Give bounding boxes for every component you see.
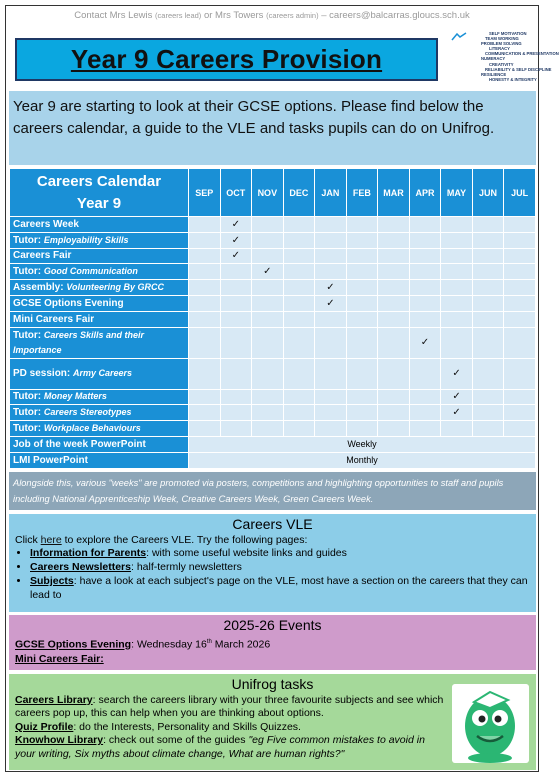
calendar-row <box>10 217 536 233</box>
calendar-row <box>10 452 536 468</box>
calendar-cell <box>378 311 410 327</box>
calendar-cell <box>504 389 536 405</box>
calendar-cell <box>409 217 441 233</box>
calendar-cell <box>283 217 315 233</box>
calendar-cell <box>378 327 410 358</box>
events-box <box>9 615 536 670</box>
skill-item: TEAM WORKING <box>485 36 519 42</box>
calendar-cell <box>252 311 284 327</box>
row-label-detail: Careers Stereotypes <box>43 407 132 418</box>
calendar-cell <box>315 421 347 437</box>
calendar-cell <box>252 358 284 389</box>
month-header: JUL <box>504 169 536 217</box>
calendar-row-label <box>10 217 189 233</box>
calendar-cell <box>346 405 378 421</box>
calendar-cell <box>472 248 504 264</box>
calendar-cell <box>441 327 473 358</box>
tick-mark: ✓ <box>252 264 284 280</box>
calendar-heading <box>10 169 189 217</box>
calendar-cell <box>283 327 315 358</box>
calendar-cell <box>346 295 378 311</box>
calendar-row <box>10 295 536 311</box>
calendar-cell <box>409 232 441 248</box>
row-label-text: Assembly: <box>13 282 67 294</box>
calendar-cell <box>283 311 315 327</box>
unifrog-task <box>15 694 445 721</box>
calendar-cell <box>504 248 536 264</box>
skill-item: CREATIVITY <box>489 61 514 67</box>
calendar-cell <box>315 311 347 327</box>
calendar-cell <box>252 421 284 437</box>
tick-mark: ✓ <box>315 295 347 311</box>
calendar-cell <box>378 405 410 421</box>
skill-item: COMMUNICATION & PRESENTATION <box>485 51 559 57</box>
calendar-cell <box>441 232 473 248</box>
row-label-text: Tutor: <box>13 391 44 403</box>
weeks-note-text: Alongside this, various "weeks" are promoted via posters, competitions and highlighting opportunities to staff and pupils including National Apprenticeship Week, Creative Careers Week, Green Careers Week. <box>13 478 504 504</box>
calendar-row <box>10 436 536 452</box>
row-label-detail: Volunteering By GRCC <box>66 282 165 293</box>
row-label-detail: Money Matters <box>43 391 107 402</box>
calendar-row-label <box>10 280 189 296</box>
tick-mark: ✓ <box>441 358 473 389</box>
contact-role: (careers lead) <box>155 11 202 20</box>
calendar-cell <box>189 295 221 311</box>
calendar-cell <box>283 389 315 405</box>
calendar-cell <box>441 248 473 264</box>
calendar-cell <box>283 358 315 389</box>
row-label-text: Tutor: <box>13 329 44 341</box>
calendar-cell <box>472 405 504 421</box>
calendar-cell <box>409 264 441 280</box>
calendar-cell <box>220 280 252 296</box>
calendar-heading-line: Year 9 <box>76 194 122 212</box>
vle-list <box>30 546 530 602</box>
calendar-row <box>10 232 536 248</box>
calendar-cell <box>378 358 410 389</box>
calendar-cell <box>315 358 347 389</box>
tick-mark: ✓ <box>441 405 473 421</box>
calendar-cell <box>220 295 252 311</box>
contact-role: (careers admin) <box>266 11 319 20</box>
vle-intro-text: Click <box>15 534 41 546</box>
calendar-cell <box>283 421 315 437</box>
vle-item <box>30 574 530 602</box>
row-label-text: Mini Careers Fair <box>13 313 95 325</box>
calendar-cell <box>441 421 473 437</box>
calendar-cell <box>189 421 221 437</box>
calendar-row <box>10 280 536 296</box>
contact-line <box>0 10 544 21</box>
calendar-row-label <box>10 264 189 280</box>
contact-text: or Mrs Towers <box>201 10 267 21</box>
vle-page-link[interactable]: Subjects <box>30 575 74 587</box>
calendar-cell <box>378 421 410 437</box>
calendar-cell <box>409 389 441 405</box>
skill-item: HONESTY & INTEGRITY <box>489 76 537 82</box>
tick-mark: ✓ <box>441 389 473 405</box>
calendar-cell <box>378 217 410 233</box>
calendar-cell <box>346 264 378 280</box>
intro-box <box>9 91 536 165</box>
calendar-cell <box>504 264 536 280</box>
tick-mark: ✓ <box>409 327 441 358</box>
calendar-cell <box>283 295 315 311</box>
vle-intro <box>15 534 530 546</box>
skill-item: NUMERACY <box>481 56 506 62</box>
calendar-cell <box>472 232 504 248</box>
event-mini-fair <box>15 652 530 666</box>
frequency-cell: Weekly <box>189 436 536 452</box>
month-header: APR <box>409 169 441 217</box>
calendar-row-label <box>10 295 189 311</box>
event-sup: th <box>206 639 212 645</box>
calendar-cell <box>346 327 378 358</box>
calendar-cell <box>252 217 284 233</box>
skills-list <box>449 31 559 82</box>
calendar-cell <box>441 217 473 233</box>
calendar-row-label <box>10 232 189 248</box>
calendar-cell <box>189 280 221 296</box>
calendar-cell <box>189 264 221 280</box>
tick-mark: ✓ <box>220 232 252 248</box>
task-label: Careers Library <box>15 694 93 706</box>
unifrog-task <box>15 721 445 734</box>
skill-item: PROBLEM SOLVING <box>481 41 522 47</box>
row-label-text: Careers Week <box>13 218 79 230</box>
calendar-cell <box>472 217 504 233</box>
calendar-cell <box>315 217 347 233</box>
tick-mark: ✓ <box>220 217 252 233</box>
row-label-text: Tutor: <box>13 266 44 278</box>
calendar-row-label <box>10 311 189 327</box>
page-title: Year 9 Careers Provision <box>70 44 383 74</box>
calendar-cell <box>315 248 347 264</box>
calendar-cell <box>472 327 504 358</box>
calendar-cell <box>346 280 378 296</box>
calendar-cell <box>441 295 473 311</box>
row-label-text: Tutor: <box>13 234 44 246</box>
calendar-cell <box>252 295 284 311</box>
calendar-cell <box>346 232 378 248</box>
calendar-cell <box>504 295 536 311</box>
vle-intro-text: to explore the Careers VLE. Try the following pages: <box>61 534 308 546</box>
calendar-cell <box>346 248 378 264</box>
calendar-cell <box>189 232 221 248</box>
calendar-cell <box>252 405 284 421</box>
frequency-cell: Monthly <box>189 452 536 468</box>
row-label-text: Tutor: <box>13 407 44 419</box>
calendar-cell <box>409 248 441 264</box>
month-header: OCT <box>220 169 252 217</box>
vle-item-text: : have a look at each subject's page on the VLE, most have a section on the careers that they can lead to <box>30 575 528 601</box>
calendar-cell <box>220 264 252 280</box>
calendar-cell <box>472 280 504 296</box>
vle-item-text: : half-termly newsletters <box>130 561 242 573</box>
calendar-cell <box>504 232 536 248</box>
calendar-row <box>10 248 536 264</box>
calendar-cell <box>378 295 410 311</box>
task-label: Knowhow Library <box>15 734 104 747</box>
calendar-row-label <box>10 405 189 421</box>
event-text: March 2026 <box>211 638 271 651</box>
intro-text: Year 9 are starting to look at their GCSE options. Please find below the careers calendar, a guide to the VLE and tasks pupils can do on Unifrog. <box>13 98 495 137</box>
calendar-cell <box>346 311 378 327</box>
calendar-row <box>10 405 536 421</box>
calendar-cell <box>504 405 536 421</box>
calendar-cell <box>220 358 252 389</box>
vle-item-text: : with some useful website links and guides <box>146 547 347 559</box>
calendar-cell <box>189 405 221 421</box>
skill-item: LITERACY <box>489 46 510 52</box>
row-label-text: PD session: <box>13 368 74 380</box>
calendar-cell <box>189 327 221 358</box>
calendar-cell <box>283 232 315 248</box>
contact-email[interactable]: – careers@balcarras.gloucs.sch.uk <box>318 10 470 21</box>
calendar-cell <box>441 311 473 327</box>
row-label-text: LMI PowerPoint <box>13 454 88 466</box>
row-label-detail: Workplace Behaviours <box>43 423 141 434</box>
calendar-cell <box>504 217 536 233</box>
calendar-cell <box>283 248 315 264</box>
calendar-row-label <box>10 389 189 405</box>
event-label: Mini Careers Fair: <box>15 652 104 665</box>
row-label-text: Job of the week PowerPoint <box>13 438 146 450</box>
calendar-row <box>10 358 536 389</box>
title-box <box>15 38 438 81</box>
calendar-cell <box>378 264 410 280</box>
calendar-cell <box>504 358 536 389</box>
month-header: NOV <box>252 169 284 217</box>
vle-item <box>30 546 530 560</box>
month-header: JUN <box>472 169 504 217</box>
calendar-cell <box>441 264 473 280</box>
vle-page-link[interactable]: Information for Parents <box>30 547 147 559</box>
calendar-cell <box>315 264 347 280</box>
month-header: JAN <box>315 169 347 217</box>
calendar-cell <box>252 248 284 264</box>
calendar-cell <box>504 421 536 437</box>
calendar-cell <box>252 232 284 248</box>
calendar-cell <box>346 358 378 389</box>
task-text: : search the careers library with your three favourite subjects and see which careers pop up, this can help when you are thinking about options. <box>15 694 444 720</box>
skills-graphic <box>449 30 559 90</box>
task-text: : check out some of the guides <box>103 734 249 747</box>
calendar-cell <box>220 405 252 421</box>
calendar-cell <box>220 327 252 358</box>
month-header: MAY <box>441 169 473 217</box>
skill-item: SELF MOTIVATION <box>489 31 527 36</box>
skill-item: RESILIENCE <box>481 71 507 77</box>
calendar-row-label <box>10 452 189 468</box>
calendar-cell <box>378 232 410 248</box>
events-title: 2025-26 Events <box>223 617 322 633</box>
calendar-row-label <box>10 248 189 264</box>
calendar-row-label <box>10 421 189 437</box>
month-header: SEP <box>189 169 221 217</box>
calendar-row <box>10 389 536 405</box>
calendar-cell <box>472 295 504 311</box>
calendar-cell <box>220 389 252 405</box>
skill-item: RELIABILITY & SELF DISCIPLINE <box>485 66 552 72</box>
calendar-cell <box>472 311 504 327</box>
vle-page-link[interactable]: Careers Newsletters <box>30 561 131 573</box>
calendar-cell <box>409 358 441 389</box>
tick-mark: ✓ <box>315 280 347 296</box>
calendar-row-label <box>10 358 189 389</box>
unifrog-box <box>9 674 536 770</box>
tick-mark: ✓ <box>220 248 252 264</box>
vle-item <box>30 560 530 574</box>
calendar-cell <box>189 248 221 264</box>
calendar-row-label <box>10 436 189 452</box>
calendar-cell <box>409 311 441 327</box>
calendar-cell <box>315 405 347 421</box>
row-label-detail: Army Careers <box>73 368 133 379</box>
vle-link[interactable]: here <box>40 534 62 546</box>
calendar-cell <box>315 232 347 248</box>
calendar-cell <box>472 264 504 280</box>
calendar-cell <box>315 389 347 405</box>
task-label: Quiz Profile <box>15 720 74 733</box>
calendar-cell <box>409 280 441 296</box>
calendar-cell <box>283 405 315 421</box>
calendar-cell <box>346 217 378 233</box>
calendar-cell <box>283 280 315 296</box>
calendar-cell <box>472 389 504 405</box>
calendar-cell <box>346 389 378 405</box>
unifrog-task <box>15 734 445 761</box>
calendar-cell <box>189 217 221 233</box>
month-header: DEC <box>283 169 315 217</box>
calendar-row <box>10 311 536 327</box>
row-label-text: Careers Fair <box>13 250 72 262</box>
calendar-cell <box>378 248 410 264</box>
calendar-row <box>10 327 536 358</box>
calendar-cell <box>315 327 347 358</box>
row-label-text: Tutor: <box>13 423 44 435</box>
calendar-cell <box>504 280 536 296</box>
month-header: FEB <box>346 169 378 217</box>
calendar-cell <box>378 280 410 296</box>
calendar-cell <box>504 327 536 358</box>
calendar-cell <box>283 264 315 280</box>
calendar-cell <box>252 280 284 296</box>
task-text: : do the Interests, Personality and Skills Quizzes. <box>73 720 301 733</box>
task-quote: "eg Five common mistakes to avoid in your writing, Six myths about climate change, What are human rights?" <box>15 734 425 760</box>
calendar-cell <box>189 389 221 405</box>
row-label-detail: Careers Skills and their Importance <box>13 329 144 355</box>
calendar-cell <box>252 327 284 358</box>
calendar-cell <box>189 311 221 327</box>
row-label-detail: Good Communication <box>43 266 138 277</box>
row-label-text: GCSE Options Evening <box>13 297 124 309</box>
event-text: : Wednesday 16 <box>131 638 207 651</box>
unifrog-frog-icon <box>452 684 529 763</box>
calendar-cell <box>220 311 252 327</box>
careers-vle-box <box>9 514 536 612</box>
calendar-cell <box>409 295 441 311</box>
event-label: GCSE Options Evening <box>15 638 132 651</box>
calendar-heading-line: Careers Calendar <box>36 172 162 190</box>
weeks-note <box>9 472 536 510</box>
event-options <box>15 635 530 652</box>
calendar-cell <box>409 405 441 421</box>
month-header: MAR <box>378 169 410 217</box>
calendar-cell <box>472 421 504 437</box>
calendar-cell <box>252 389 284 405</box>
calendar-cell <box>409 421 441 437</box>
calendar-cell <box>441 280 473 296</box>
calendar-cell <box>189 358 221 389</box>
calendar-cell <box>220 421 252 437</box>
vle-title: Careers VLE <box>232 516 313 532</box>
row-label-detail: Employability Skills <box>43 234 129 245</box>
calendar-row <box>10 264 536 280</box>
calendar-row <box>10 421 536 437</box>
calendar-cell <box>504 311 536 327</box>
calendar-row-label <box>10 327 189 358</box>
contact-text: Contact Mrs Lewis <box>74 10 156 21</box>
calendar-cell <box>346 421 378 437</box>
calendar-cell <box>472 358 504 389</box>
unifrog-title: Unifrog tasks <box>231 676 314 692</box>
careers-calendar <box>9 168 536 469</box>
calendar-cell <box>378 389 410 405</box>
